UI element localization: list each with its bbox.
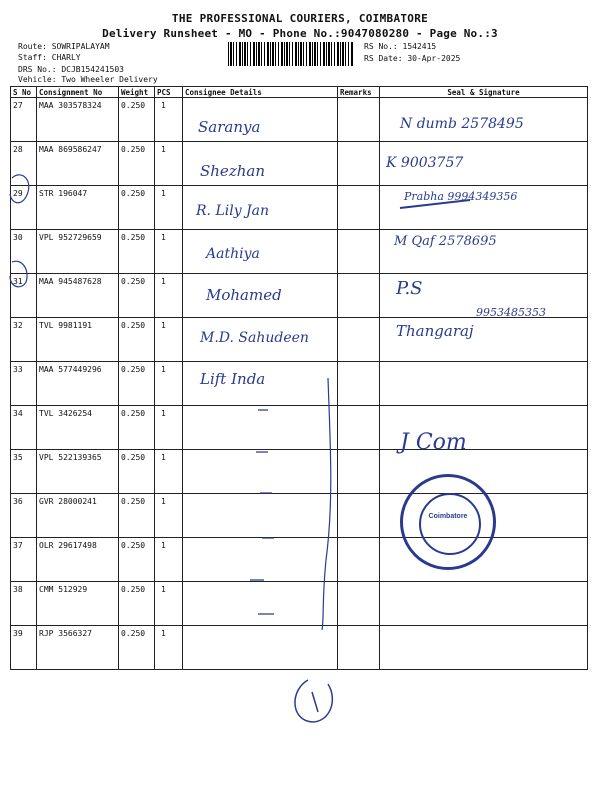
cell-pcs: 1 xyxy=(155,494,183,538)
cell-sno: 39 xyxy=(11,626,37,670)
col-weight: Weight xyxy=(119,87,155,98)
col-consignment: Consignment No xyxy=(37,87,119,98)
cell-sno: 37 xyxy=(11,538,37,582)
cell-consignment: TVL 3426254 xyxy=(37,406,119,450)
cell-consignment: MAA 869586247 xyxy=(37,142,119,186)
cell-consignment: TVL 9981191 xyxy=(37,318,119,362)
col-remarks: Remarks xyxy=(338,87,380,98)
cell-consignment: VPL 522139365 xyxy=(37,450,119,494)
cell-sno: 32 xyxy=(11,318,37,362)
cell-weight: 0.250 xyxy=(119,318,155,362)
cell-weight: 0.250 xyxy=(119,142,155,186)
cell-weight: 0.250 xyxy=(119,230,155,274)
cell-pcs: 1 xyxy=(155,142,183,186)
cell-weight: 0.250 xyxy=(119,582,155,626)
handwritten-signature: 9953485353 xyxy=(476,306,546,319)
cell-sno: 31 xyxy=(11,274,37,318)
cell-weight: 0.250 xyxy=(119,494,155,538)
handwritten-consignee: Shezhan xyxy=(200,162,265,180)
cell-sno: 38 xyxy=(11,582,37,626)
cell-consignment: GVR 28000241 xyxy=(37,494,119,538)
cell-pcs: 1 xyxy=(155,406,183,450)
cell-sno: 30 xyxy=(11,230,37,274)
col-signature: Seal & Signature xyxy=(380,87,588,98)
company-seal: Coimbatore xyxy=(400,474,496,570)
runsheet-title: THE PROFESSIONAL COURIERS, COIMBATORE xyxy=(171,12,429,25)
cell-weight: 0.250 xyxy=(119,186,155,230)
cell-sno: 36 xyxy=(11,494,37,538)
cell-consignment: MAA 577449296 xyxy=(37,362,119,406)
cell-consignment: VPL 952729659 xyxy=(37,230,119,274)
cell-sno: 35 xyxy=(11,450,37,494)
cell-pcs: 1 xyxy=(155,318,183,362)
cell-consignment: MAA 303578324 xyxy=(37,98,119,142)
handwritten-signature: K 9003757 xyxy=(386,155,464,171)
cell-sno: 34 xyxy=(11,406,37,450)
cell-sno: 27 xyxy=(11,98,37,142)
handwritten-signature: P.S xyxy=(396,278,423,299)
cell-consignment: OLR 29617498 xyxy=(37,538,119,582)
cell-sno: 29 xyxy=(11,186,37,230)
cell-pcs: 1 xyxy=(155,626,183,670)
handwritten-consignee: Mohamed xyxy=(206,286,282,304)
cell-pcs: 1 xyxy=(155,362,183,406)
col-sno: S No xyxy=(11,87,37,98)
cell-sno: 33 xyxy=(11,362,37,406)
handwritten-consignee: Aathiya xyxy=(206,246,260,262)
rs-number: RS No.: 1542415 xyxy=(364,42,437,51)
handwritten-consignee: Saranya xyxy=(198,118,261,136)
cell-pcs: 1 xyxy=(155,98,183,142)
route-label: Route: SOWRIPALAYAM xyxy=(18,42,110,51)
handwritten-signature: Thangaraj xyxy=(396,322,474,340)
staff-label: Staff: CHARLY xyxy=(18,53,81,62)
runsheet-subtitle: Delivery Runsheet - MO - Phone No.:9047080280 - Page No.:3 xyxy=(102,27,498,40)
rs-date: RS Date: 30-Apr-2025 xyxy=(364,54,461,63)
handwritten-signature: N dumb 2578495 xyxy=(400,116,524,132)
cell-pcs: 1 xyxy=(155,230,183,274)
handwritten-signature: Prabha 9994349356 xyxy=(404,190,518,203)
handwritten-consignee: Lift Inda xyxy=(200,370,266,388)
cell-pcs: 1 xyxy=(155,582,183,626)
cell-sno: 28 xyxy=(11,142,37,186)
cell-weight: 0.250 xyxy=(119,362,155,406)
cell-consignment: RJP 3566327 xyxy=(37,626,119,670)
cell-pcs: 1 xyxy=(155,538,183,582)
cell-weight: 0.250 xyxy=(119,538,155,582)
cell-weight: 0.250 xyxy=(119,274,155,318)
col-consignee: Consignee Details xyxy=(183,87,338,98)
drs-number: DRS No.: DCJB154241503 xyxy=(18,65,124,74)
cell-pcs: 1 xyxy=(155,450,183,494)
cell-consignment: MAA 945487628 xyxy=(37,274,119,318)
col-pcs: PCS xyxy=(155,87,183,98)
handwritten-signature: J Com xyxy=(400,430,467,455)
vehicle-label: Vehicle: Two Wheeler Delivery xyxy=(18,75,158,84)
cell-pcs: 1 xyxy=(155,186,183,230)
cell-weight: 0.250 xyxy=(119,406,155,450)
cell-pcs: 1 xyxy=(155,274,183,318)
handwritten-signature: M Qaf 2578695 xyxy=(394,234,497,249)
cell-weight: 0.250 xyxy=(119,450,155,494)
cell-weight: 0.250 xyxy=(119,626,155,670)
cell-weight: 0.250 xyxy=(119,98,155,142)
handwritten-consignee: M.D. Sahudeen xyxy=(200,330,309,346)
cell-consignment: STR 196047 xyxy=(37,186,119,230)
handwritten-consignee: R. Lily Jan xyxy=(196,203,270,219)
cell-consignment: CMM 512929 xyxy=(37,582,119,626)
